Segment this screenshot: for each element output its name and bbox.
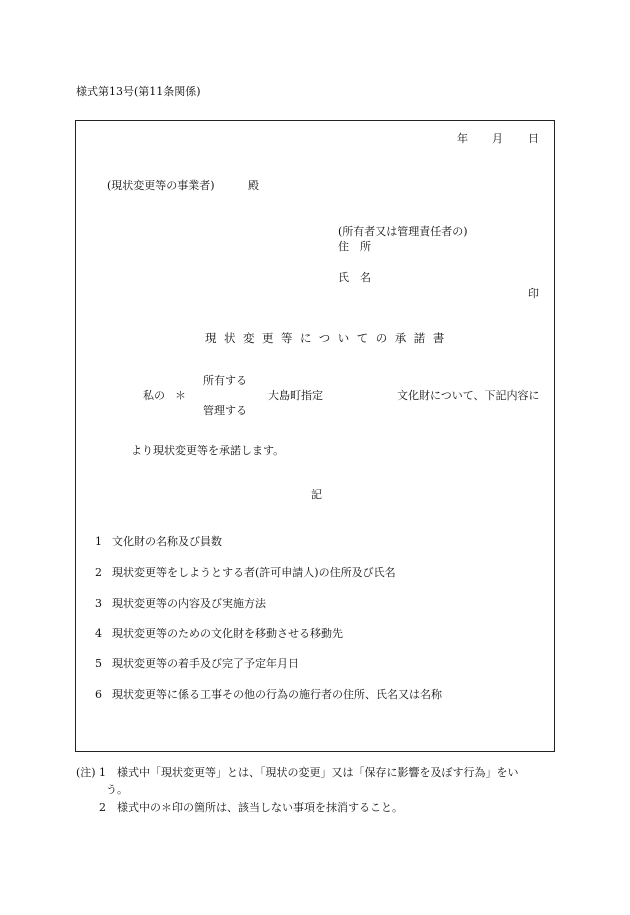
statement-suffix: 文化財について、下記内容に (397, 389, 540, 402)
item-1-number: 1 (95, 535, 102, 548)
item-6-text: 現状変更等に係る工事その他の行為の施行者の住所、氏名又は名称 (112, 688, 442, 701)
item-5-text: 現状変更等の着手及び完了予定年月日 (112, 657, 299, 670)
note-2-text: 様式中の＊印の箇所は、該当しない事項を抹消すること。 (117, 801, 403, 814)
statement-continuation: より現状変更等を承諾します。 (131, 444, 285, 457)
item-5-number: 5 (95, 657, 102, 670)
item-6-number: 6 (95, 688, 102, 701)
item-1-text: 文化財の名称及び員数 (112, 535, 222, 548)
item-3-text: 現状変更等の内容及び実施方法 (112, 597, 266, 610)
notes-label: (注) (76, 766, 96, 779)
item-3-number: 3 (95, 597, 102, 610)
item-2-number: 2 (95, 566, 102, 579)
item-4-number: 4 (95, 627, 102, 640)
date-month-label: 月 (492, 132, 503, 145)
owner-heading: (所有者又は管理責任者の) (338, 225, 468, 238)
statement-option-manage: 管理する (203, 404, 247, 417)
date-day-label: 日 (528, 132, 539, 145)
form-number: 様式第13号(第11条関係) (76, 85, 201, 98)
statement-designation: 大島町指定 (268, 389, 323, 402)
addressee-honorific: 殿 (248, 179, 259, 192)
note-1-number: 1 (99, 766, 106, 779)
note-1-text: 様式中「現状変更等」とは、「現状の変更」又は「保存に影響を及ぼす行為」をい (117, 766, 519, 779)
note-1-text-continued: う。 (106, 783, 128, 796)
ki-marker: 記 (311, 488, 322, 501)
statement-asterisk: ＊ (175, 389, 186, 402)
addressee-label: (現状変更等の事業者) (107, 179, 215, 192)
item-2-text: 現状変更等をしようとする者(許可申請人)の住所及び氏名 (112, 566, 396, 579)
seal-mark: 印 (528, 287, 539, 300)
document-title: 現状変更等についての承諾書 (205, 331, 452, 345)
owner-name-label: 氏 名 (338, 271, 371, 284)
statement-prefix: 私の (143, 389, 165, 402)
item-4-text: 現状変更等のための文化財を移動させる移動先 (112, 627, 343, 640)
owner-address-label: 住 所 (338, 240, 371, 253)
statement-option-own: 所有する (203, 374, 247, 387)
note-2-number: 2 (99, 801, 106, 814)
date-year-label: 年 (457, 132, 468, 145)
